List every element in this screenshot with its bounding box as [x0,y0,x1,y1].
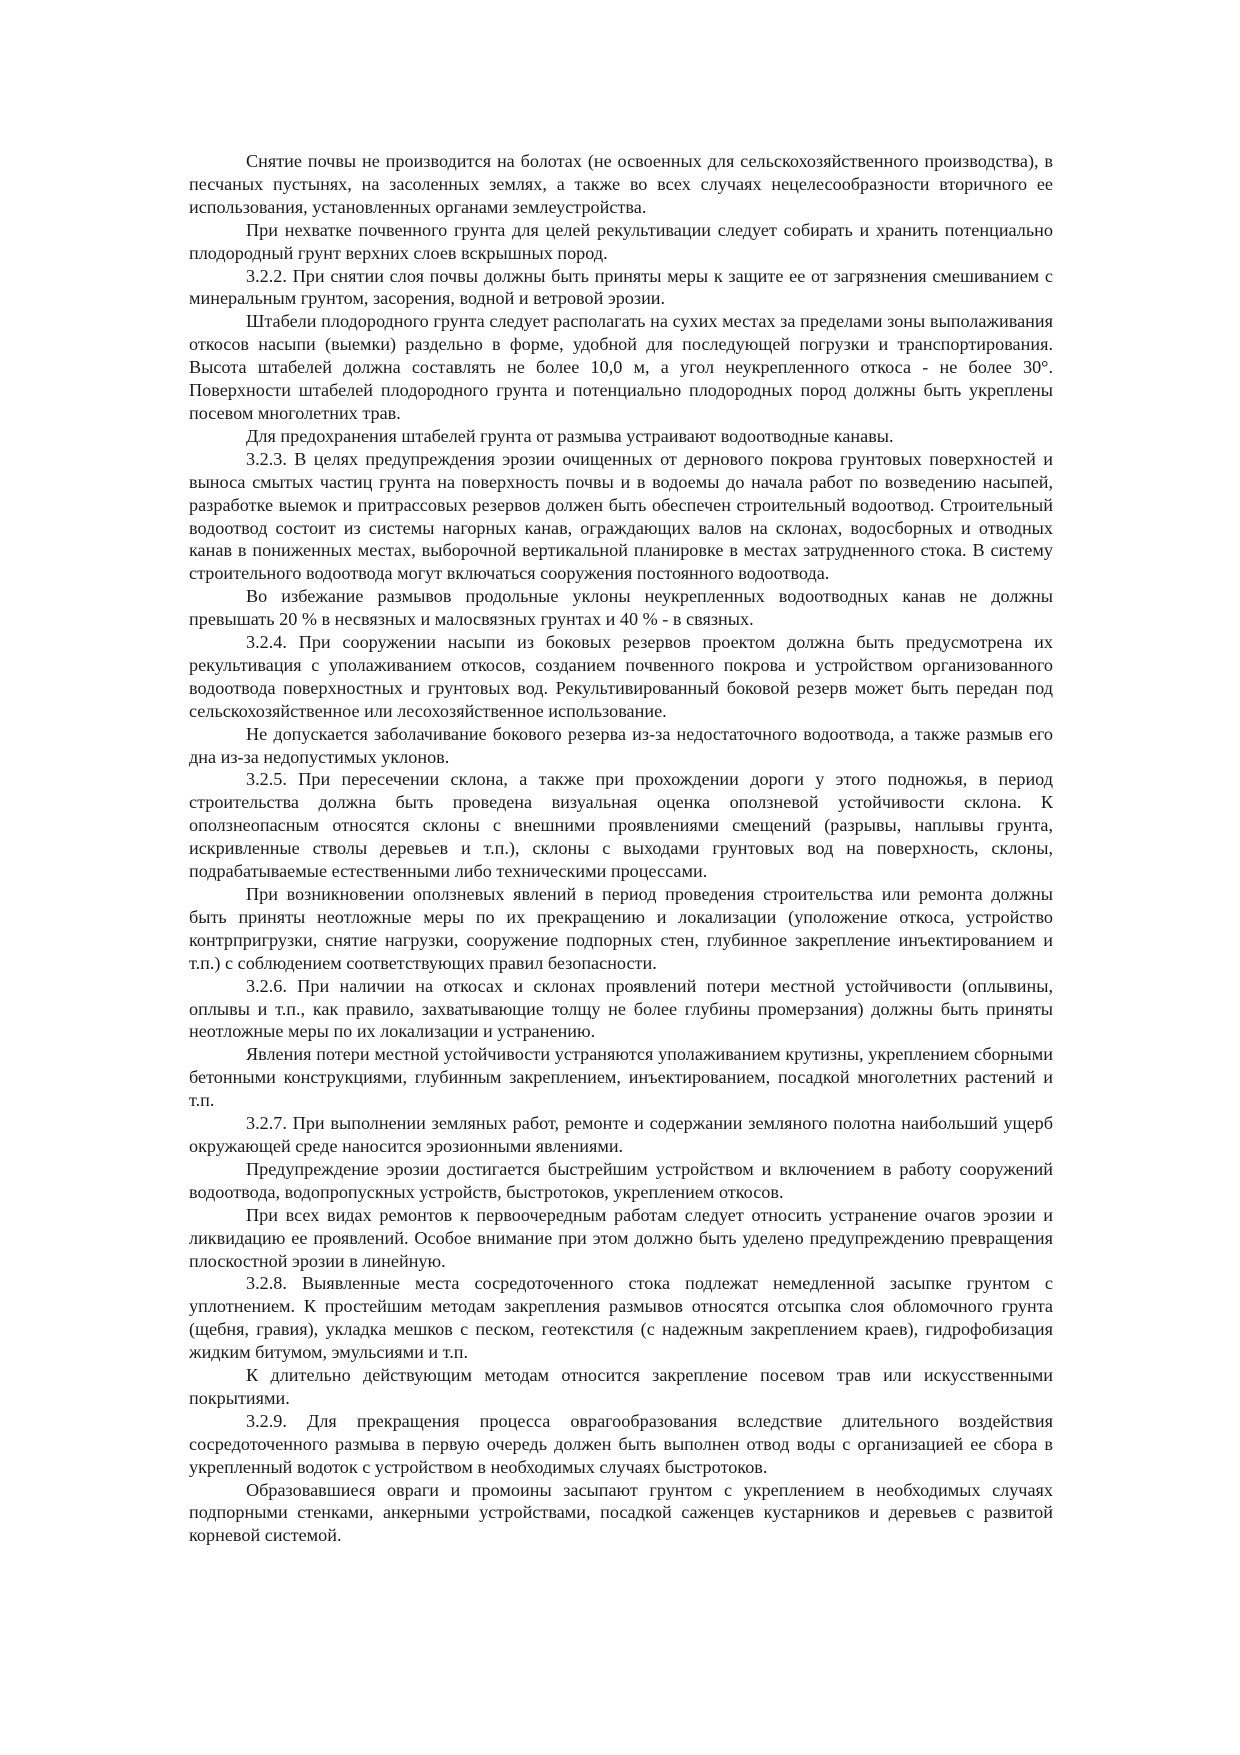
paragraph-3-2-6: 3.2.6. При наличии на откосах и склонах проявлений потери местной устойчивости (оплывины, оплывы и т.п., как правило, захватывающие толщу не более глубины промерзания) должны быть приняты неотложные меры по их локализации и устранению. [189,975,1053,1042]
paragraph-stability-loss: Явления потери местной устойчивости устраняются уполаживанием крутизны, укреплением сборными бетонными конструкциями, глубинным закреплением, инъектированием, посадкой многолетних растений и т.п. [189,1044,1053,1111]
paragraph-landslide-measures: При возникновении оползневых явлений в период проведения строительства или ремонта должны быть приняты неотложные меры по их прекращению и локализации (уположение откоса, устройство контрпригрузки, снятие нагрузки, сооружение подпорных стен, глубинное закрепление инъектированием и т.п.) с соблюдением соответствующих правил безопасности. [189,884,1053,973]
paragraph-soil-removal-exceptions: Снятие почвы не производится на болотах (не освоенных для сельскохозяйственного производства), в песчаных пустынях, на засоленных землях, а также во всех случаях нецелесообразности вторичного ее использования, установленных органами землеустройства. [189,151,1053,217]
paragraph-stockpiles: Штабели плодородного грунта следует располагать на сухих местах за пределами зоны выполаживания откосов насыпи (выемки) раздельно в форме, удобной для последующей погрузки и транспортирования. Высота штабелей должна составлять не более 10,0 м, а угол неукрепленного откоса - не более 30°. Поверхности штабелей плодородного грунта и потенциально плодородных пород должны быть укреплены посевом многолетних трав. [189,311,1053,423]
paragraph-3-2-7: 3.2.7. При выполнении земляных работ, ремонте и содержании земляного полотна наибольший ущерб окружающей среде наносится эрозионными явлениями. [189,1113,1053,1156]
paragraph-reserve-waterlogging: Не допускается заболачивание бокового резерва из-за недостаточного водоотвода, а также размыв его дна из-за недопустимых уклонов. [189,723,1053,767]
paragraph-3-2-8: 3.2.8. Выявленные места сосредоточенного стока подлежат немедленной засыпке грунтом с уплотнением. К простейшим методам закрепления размывов относятся отсыпка слоя обломочного грунта (щебня, гравия), укладка мешков с песком, геотекстиля (с надежным закреплением краев), гидрофобизация жидким битумом, эмульсиями и т.п. [189,1273,1053,1363]
paragraph-3-2-3: 3.2.3. В целях предупреждения эрозии очищенных от дернового покрова грунтовых поверхностей и выноса смытых частиц грунта на поверхность почвы и в водоемы до начала работ по возведению насыпей, разработке выемок и притрассовых резервов должен быть обеспечен строительный водоотвод. Строительный водоотвод состоит из системы нагорных канав, ограждающих валов на склонах, водосборных и отводных канав в пониженных местах, выборочной вертикальной планировке в местах затрудненного стока. В систему строительного водоотвода могут включаться сооружения постоянного водоотвода. [189,448,1053,584]
paragraph-erosion-prevention: Предупреждение эрозии достигается быстрейшим устройством и включением в работу сооружений водоотвода, водопропускных устройств, быстротоков, укреплением откосов. [189,1158,1053,1202]
paragraph-3-2-4: 3.2.4. При сооружении насыпи из боковых резервов проектом должна быть предусмотрена их рекультивация с уполаживанием откосов, созданием почвенного покрова и устройством организованного водоотвода поверхностных и грунтовых вод. Рекультивированный боковой резерв может быть передан под сельскохозяйственное или лесохозяйственное использование. [189,632,1053,721]
paragraph-drainage-ditches: Для предохранения штабелей грунта от размыва устраивают водоотводные канавы. [246,425,894,446]
paragraph-long-term-methods: К длительно действующим методам относится закрепление посевом трав или искусственными покрытиями. [189,1365,1053,1408]
paragraph-3-2-2: 3.2.2. При снятии слоя почвы должны быть приняты меры к защите ее от загрязнения смешиванием с минеральным грунтом, засорения, водной и ветровой эрозии. [189,265,1053,309]
paragraph-3-2-9: 3.2.9. Для прекращения процесса оврагообразования вследствие длительного воздействия сосредоточенного размыва в первую очередь должен быть выполнен отвод воды с организацией ее сбора в укрепленный водоток с устройством в необходимых случаях быстротоков. [189,1410,1053,1477]
paragraph-soil-shortage: При нехватке почвенного грунта для целей рекультивации следует собирать и хранить потенциально плодородный грунт верхних слоев вскрышных пород. [189,219,1053,263]
paragraph-3-2-5: 3.2.5. При пересечении склона, а также при прохождении дороги у этого подножья, в период строительства должна быть проведена визуальная оценка оползневой устойчивости склона. К оползнеопасным относятся склоны с внешними проявлениями смещений (разрывы, наплывы грунта, искривленные стволы деревьев и т.п.), склоны с выходами грунтовых вод на поверхность, склоны, подрабатываемые естественными либо техническими процессами. [189,769,1053,882]
document-body [189,150,1053,1547]
paragraph-repair-priorities: При всех видах ремонтов к первоочередным работам следует относить устранение очагов эрозии и ликвидацию ее проявлений. Особое внимание при этом должно быть уделено предупреждению превращения плоскостной эрозии в линейную. [189,1204,1053,1271]
paragraph-ravines-backfill: Образовавшиеся овраги и промоины засыпают грунтом с укреплением в необходимых случаях подпорными стенками, анкерными устройствами, посадкой саженцев кустарников и деревьев с развитой корневой системой. [189,1479,1053,1546]
paragraph-ditch-slopes: Во избежание размывов продольные уклоны неукрепленных водоотводных канав не должны превышать 20 % в несвязных и малосвязных грунтах и 40 % - в связных. [189,586,1053,630]
